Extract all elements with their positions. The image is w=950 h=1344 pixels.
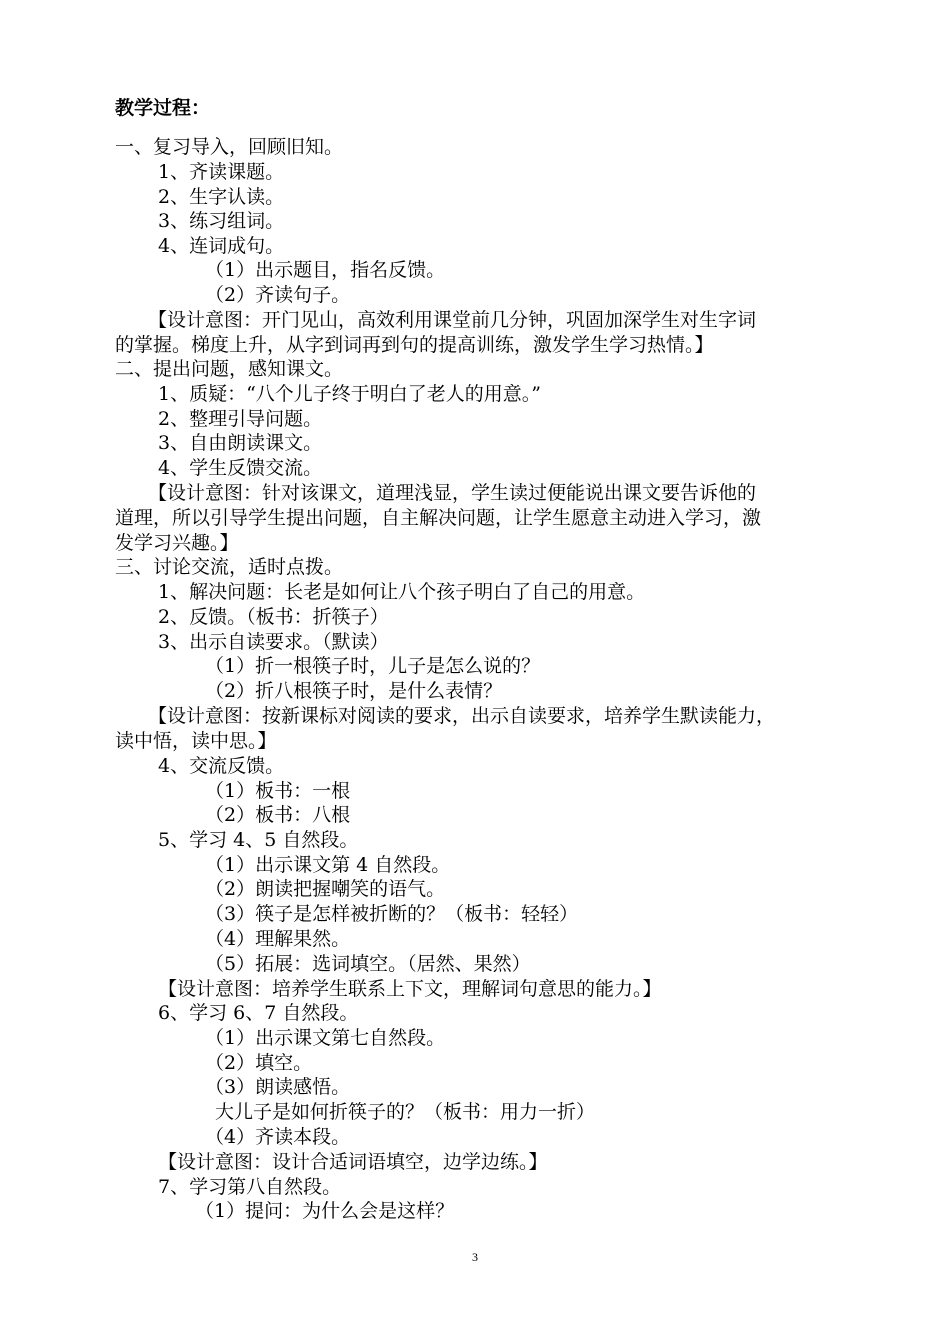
- sub-list-item: （2）折八根筷子时，是什么表情？: [205, 680, 503, 702]
- design-intent-note: 读中悟，读中思。】: [115, 730, 277, 752]
- sub-list-item: （3）朗读感悟。: [205, 1076, 351, 1098]
- list-item: 6、学习 6、7 自然段。: [158, 1002, 359, 1024]
- list-item: 3、出示自读要求。（默读）: [158, 631, 389, 653]
- design-intent-note: 【设计意图：开门见山，高效利用课堂前几分钟，巩固加深学生对生字词: [148, 309, 757, 331]
- list-item: 4、学生反馈交流。: [158, 457, 323, 479]
- sub-list-item: （4）理解果然。: [205, 928, 351, 950]
- sub-list-item: （2）朗读把握嘲笑的语气。: [205, 878, 446, 900]
- section-title: 二、提出问题，感知课文。: [115, 358, 344, 380]
- list-item: 2、整理引导问题。: [158, 408, 323, 430]
- list-item: 2、反馈。（板书：折筷子）: [158, 606, 389, 628]
- list-item: 5、学习 4、5 自然段。: [158, 829, 359, 851]
- list-item: 3、自由朗读课文。: [158, 432, 323, 454]
- sub-list-item: （3）筷子是怎样被折断的？（板书：轻轻）: [205, 903, 579, 925]
- list-item: 1、解决问题：长老是如何让八个孩子明白了自己的用意。: [158, 581, 646, 603]
- list-item: 3、练习组词。: [158, 210, 285, 232]
- design-intent-note: 发学习兴趣。】: [115, 532, 239, 554]
- list-item: 7、学习第八自然段。: [158, 1176, 342, 1198]
- section-title: 三、讨论交流，适时点拨。: [115, 556, 344, 578]
- sub-list-item: （1）出示题目，指名反馈。: [205, 259, 446, 281]
- sub-list-text: 大儿子是如何折筷子的？（板书：用力一折）: [215, 1101, 596, 1123]
- sub-list-item: （4）齐读本段。: [205, 1126, 351, 1148]
- sub-list-item: （5）拓展：选词填空。（居然、果然）: [205, 953, 531, 975]
- design-intent-note: 【设计意图：设计合适词语填空，边学边练。】: [158, 1151, 548, 1173]
- sub-list-item: （2）齐读句子。: [205, 284, 351, 306]
- sub-list-item: （2）填空。: [205, 1052, 313, 1074]
- list-item: 1、质疑：“八个儿子终于明白了老人的用意。”: [158, 383, 542, 405]
- sub-list-item: （1）出示课文第 4 自然段。: [205, 854, 451, 876]
- section-title: 一、复习导入，回顾旧知。: [115, 136, 344, 158]
- page-number: 3: [472, 1250, 478, 1264]
- design-intent-note: 的掌握。梯度上升，从字到词再到句的提高训练，激发学生学习热情。】: [115, 334, 714, 356]
- sub-list-item: （1）板书：一根: [205, 780, 351, 802]
- list-item: 2、生字认读。: [158, 186, 285, 208]
- section-heading: 教学过程：: [115, 97, 211, 119]
- sub-list-item: （1）折一根筷子时，儿子是怎么说的？: [205, 655, 541, 677]
- design-intent-note: 道理，所以引导学生提出问题，自主解决问题，让学生愿意主动进入学习，激: [115, 507, 762, 529]
- list-item: 4、连词成句。: [158, 235, 285, 257]
- sub-list-item: （1）出示课文第七自然段。: [205, 1027, 446, 1049]
- list-item: 4、交流反馈。: [158, 755, 285, 777]
- design-intent-note: 【设计意图：培养学生联系上下文，理解词句意思的能力。】: [158, 978, 662, 1000]
- design-intent-note: 【设计意图：针对该课文，道理浅显，学生读过便能说出课文要告诉他的: [148, 482, 757, 504]
- design-intent-note: 【设计意图：按新课标对阅读的要求，出示自读要求，培养学生默读能力，: [148, 705, 776, 727]
- sub-list-item: （1）提问：为什么会是这样？: [195, 1200, 455, 1222]
- list-item: 1、齐读课题。: [158, 161, 285, 183]
- sub-list-item: （2）板书：八根: [205, 804, 351, 826]
